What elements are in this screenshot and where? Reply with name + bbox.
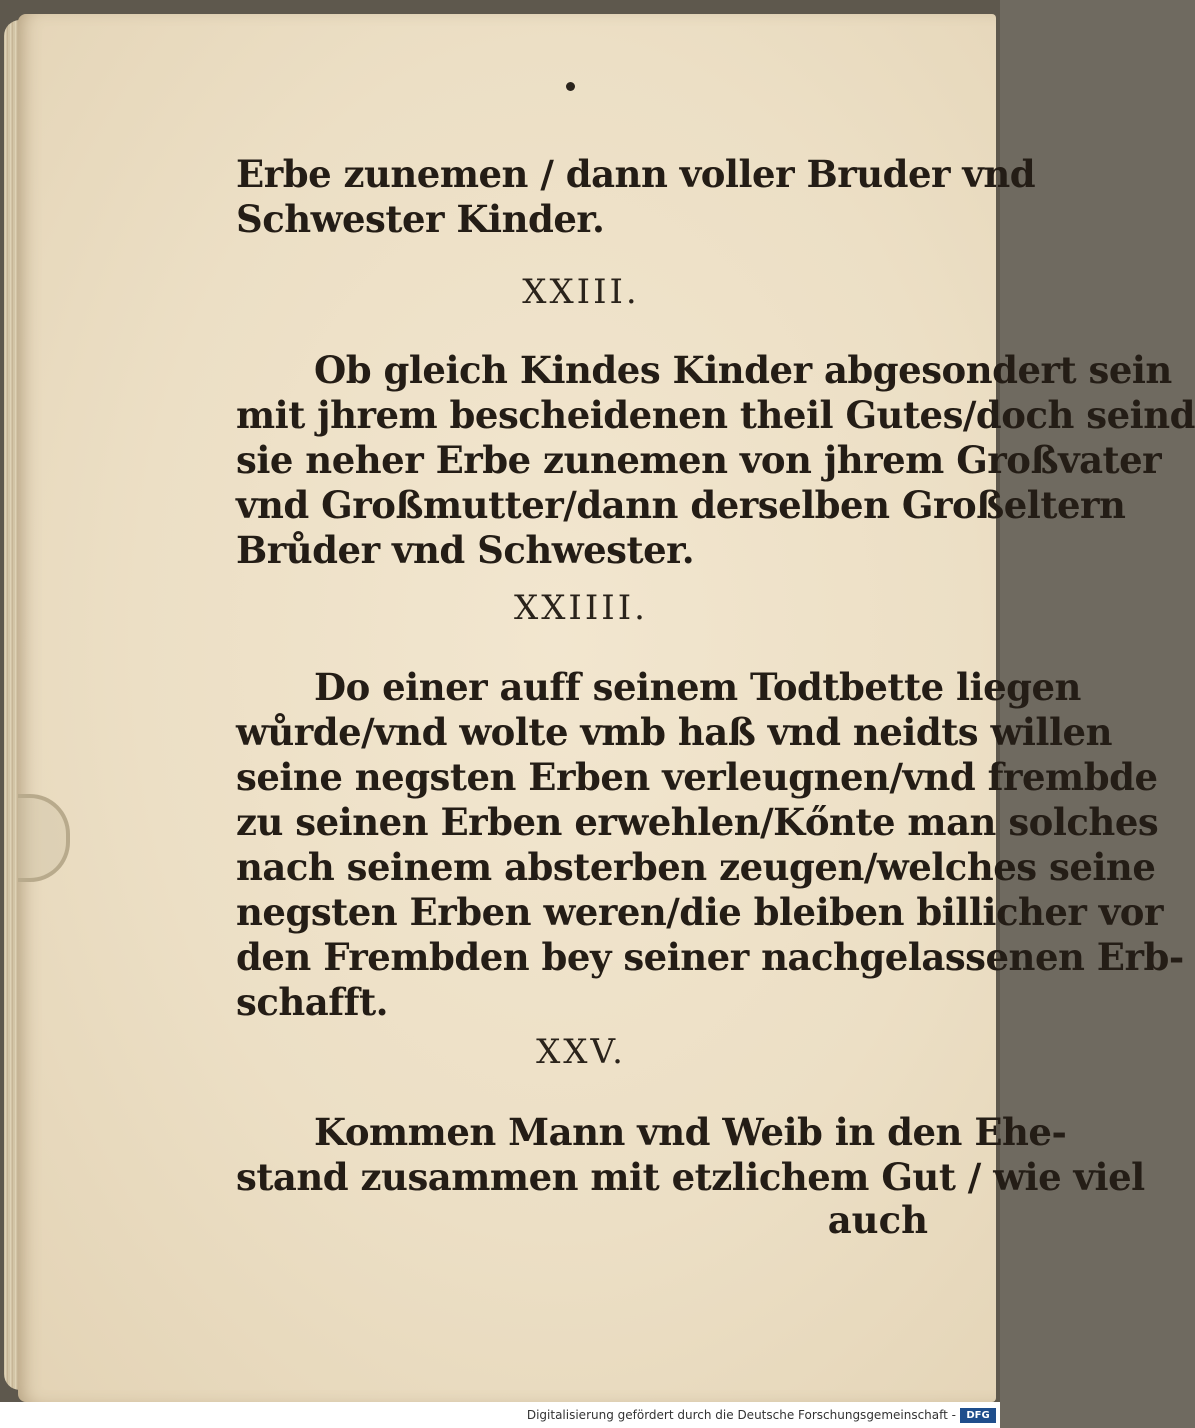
text-line: sie neher Erbe zunemen von jhrem Großvater bbox=[236, 438, 1162, 482]
section-heading-xxiii: XXIII. bbox=[522, 272, 640, 312]
footer-credit: Digitalisierung gefördert durch die Deutsche Forschungsgemeinschaft - bbox=[526, 1408, 956, 1422]
dfg-logo: DFG bbox=[960, 1408, 996, 1423]
text-line: stand zusammen mit etzlichem Gut / wie viel bbox=[236, 1155, 1145, 1199]
text-line: negsten Erben weren/die bleiben billicher vor bbox=[236, 890, 1163, 934]
text-line: schafft. bbox=[236, 980, 389, 1024]
text-line: wůrde/vnd wolte vmb haß vnd neidts willen bbox=[236, 710, 1112, 754]
catchword: auch bbox=[827, 1198, 928, 1242]
page-clip bbox=[18, 794, 70, 882]
section-heading-xxv: XXV. bbox=[536, 1032, 626, 1072]
text-line: zu seinen Erben erwehlen/Kőnte man solches bbox=[236, 800, 1159, 844]
text-line: Schwester Kinder. bbox=[236, 197, 605, 241]
paragraph-xxv bbox=[236, 1110, 1145, 1200]
text-line: Ob gleich Kindes Kinder abgesondert sein bbox=[314, 348, 1172, 392]
paragraph-xxiiii bbox=[236, 665, 1184, 1025]
text-line: nach seinem absterben zeugen/welches seine bbox=[236, 845, 1156, 889]
text-line: mit jhrem bescheidenen theil Gutes/doch seind bbox=[236, 393, 1195, 437]
text-line: den Frembden bey seiner nachgelassenen Erb- bbox=[236, 935, 1184, 979]
text-line: Do einer auff seinem Todtbette liegen bbox=[314, 665, 1081, 709]
text-line: Kommen Mann vnd Weib in den Ehe- bbox=[314, 1110, 1067, 1154]
text-line: vnd Großmutter/dann derselben Großeltern bbox=[236, 483, 1126, 527]
paragraph-continued bbox=[236, 152, 1036, 242]
text-line: Erbe zunemen / dann voller Bruder vnd bbox=[236, 152, 1036, 196]
printer-mark bbox=[566, 82, 575, 91]
section-heading-xxiiii: XXIIII. bbox=[514, 588, 648, 628]
paragraph-xxiii bbox=[236, 348, 1195, 573]
digitization-footer bbox=[0, 1402, 1000, 1428]
text-line: seine negsten Erben verleugnen/vnd frembde bbox=[236, 755, 1158, 799]
text-line: Brůder vnd Schwester. bbox=[236, 528, 695, 572]
